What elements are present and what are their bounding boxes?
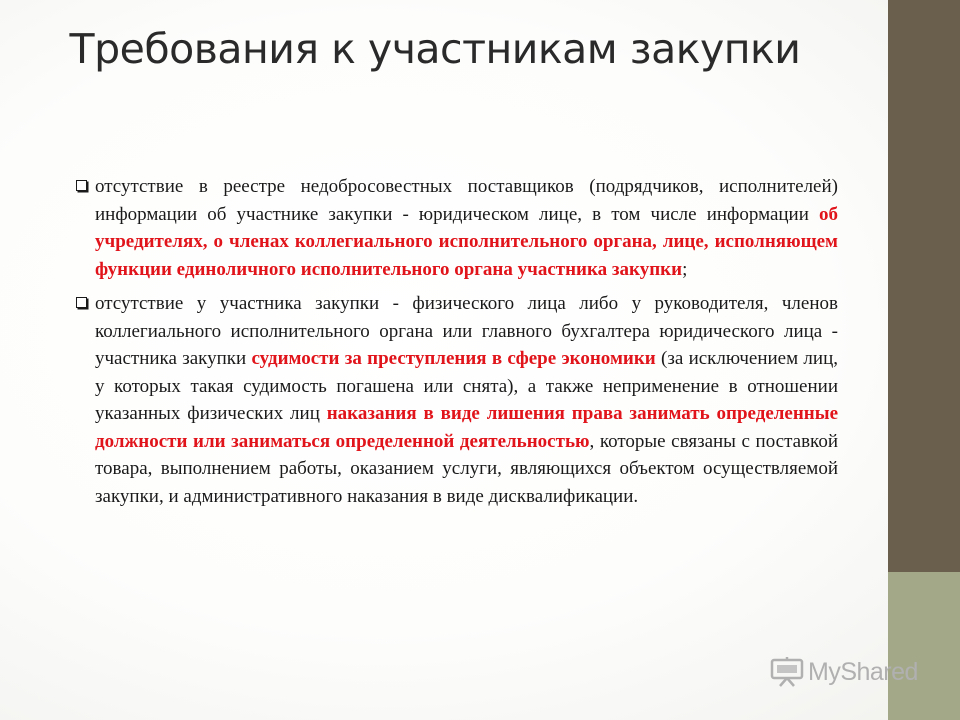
bullet-item [74,173,838,283]
highlighted-text: об учредителях, о членах коллегиального исполнительного органа, лице, исполняющем функции единоличного исполнительного органа участника закупки [95,203,838,280]
square-bullet-icon [76,180,87,191]
slide-title: Требования к участникам закупки [69,25,801,73]
text-segment: ; [682,258,688,280]
side-bar-accent [888,572,960,720]
text-segment: отсутствие у участника закупки - физического лица либо у руководителя, членов коллегиального исполнительного органа или главного бухгалтера юридического лица - участника закупки [95,293,838,369]
text-segment: (за исключением лиц, у которых такая судимость погашена или снята), а также неприменение в отношении указанных физических лиц [95,348,838,424]
slide-body [74,173,838,517]
bullet-text [95,176,838,280]
text-segment: отсутствие в реестре недобросовестных поставщиков (подрядчиков, исполнителей) информации об участнике закупки - юридическом лице, в том числе информации [95,176,838,225]
bullet-text [95,293,838,507]
highlighted-text: наказания в виде лишения права занимать определенные должности или заниматься определенной деятельностью [95,403,839,452]
square-bullet-icon [76,297,87,308]
bullet-item [74,290,838,510]
text-segment: , которые связаны с поставкой товара, выполнением работы, оказанием услуги, являющихся объектом осуществляемой закупки, и административного наказания в виде дисквалификации. [95,430,838,507]
watermark-logo [770,656,918,688]
highlighted-text: судимости за преступления в сфере экономики [251,348,656,369]
watermark-text: MyShared [808,657,918,686]
presentation-board-icon [770,657,804,687]
